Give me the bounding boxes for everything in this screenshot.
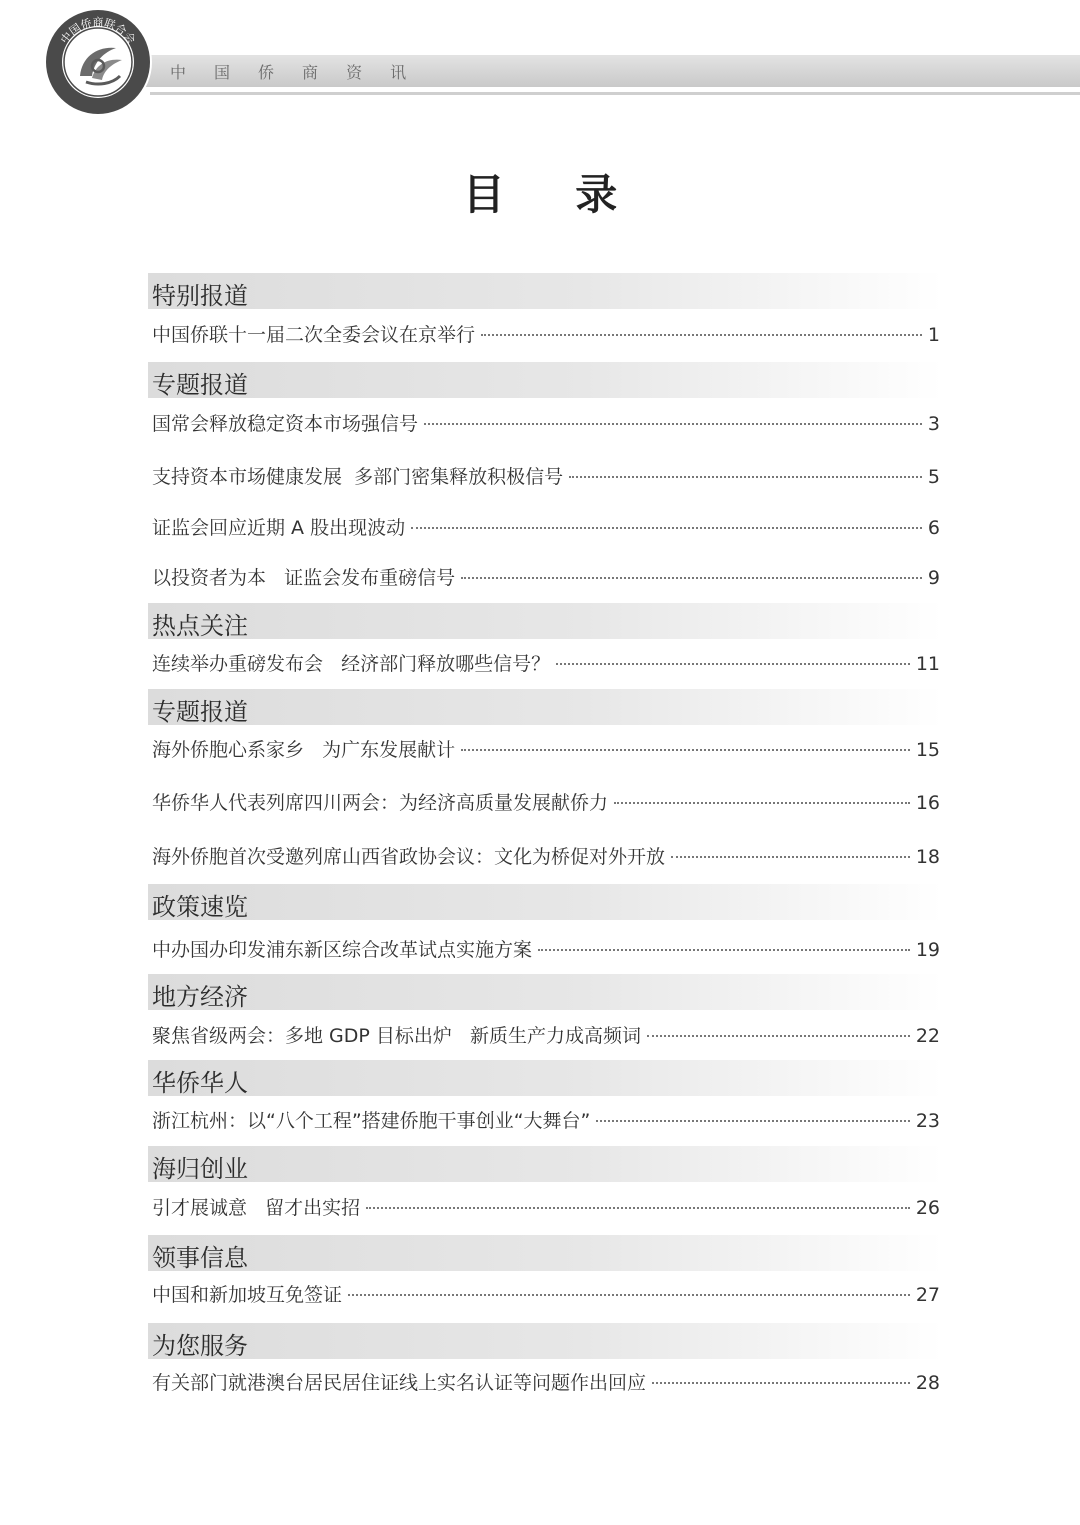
section-label: 专题报道: [152, 698, 248, 726]
toc-page-number: 18: [915, 846, 940, 868]
toc-entry[interactable]: [152, 1021, 940, 1051]
dot-leader: [424, 423, 922, 425]
dot-leader: [652, 1382, 910, 1384]
section-label: 领事信息: [152, 1244, 248, 1272]
section-header: [148, 1235, 943, 1271]
toc-page-number: 22: [915, 1025, 940, 1047]
toc-page-number: 19: [915, 939, 940, 961]
toc-entry-title: 浙江杭州：以“八个工程”搭建侨胞干事创业“大舞台”: [152, 1110, 591, 1132]
section-header: [148, 362, 943, 398]
toc-entry-title: 证监会回应近期 A 股出现波动: [152, 517, 406, 539]
toc-entry-title: 国常会释放稳定资本市场强信号: [152, 413, 419, 435]
section-label: 华侨华人: [152, 1069, 248, 1097]
section-header: [148, 974, 943, 1010]
section-label: 为您服务: [152, 1332, 248, 1360]
section-label: 热点关注: [152, 612, 248, 640]
toc-page-number: 3: [927, 413, 940, 435]
dot-leader: [461, 749, 910, 751]
toc-entry[interactable]: [152, 563, 940, 593]
toc-page-number: 6: [927, 517, 940, 539]
toc-page-number: 26: [915, 1197, 940, 1219]
dot-leader: [596, 1120, 909, 1122]
header-title-char: 中: [170, 63, 187, 82]
toc-entry-title: 中国侨联十一届二次全委会议在京举行: [152, 324, 476, 346]
section-header: [148, 603, 943, 639]
toc-page-number: 28: [915, 1372, 940, 1394]
toc-entry[interactable]: [152, 513, 940, 543]
toc-page-number: 23: [915, 1110, 940, 1132]
toc-entry-title: 连续举办重磅发布会 经济部门释放哪些信号？: [152, 653, 551, 675]
toc-page-number: 1: [927, 324, 940, 346]
toc-entry-title: 海外侨胞首次受邀列席山西省政协会议：文化为桥促对外开放: [152, 846, 666, 868]
section-label: 地方经济: [152, 983, 248, 1011]
toc-entry[interactable]: [152, 735, 940, 765]
dot-leader: [556, 663, 910, 665]
section-header: [148, 1323, 943, 1359]
toc-entry-title: 海外侨胞心系家乡 为广东发展献计: [152, 739, 456, 761]
toc-entry[interactable]: [152, 935, 940, 965]
toc-entry[interactable]: [152, 1106, 940, 1136]
dot-leader: [411, 527, 922, 529]
section-header: [148, 273, 943, 309]
header-title-char: 讯: [390, 63, 407, 82]
logo-text: 中国侨商联合会: [58, 16, 138, 47]
toc-page-number: 11: [915, 653, 940, 675]
section-label: 政策速览: [152, 893, 248, 921]
toc-page-number: 27: [915, 1284, 940, 1306]
dot-leader: [481, 334, 922, 336]
toc-page-number: 5: [927, 466, 940, 488]
header-title-char: 资: [346, 63, 363, 82]
dot-leader: [366, 1207, 910, 1209]
toc-entry-title: 聚焦省级两会：多地 GDP 目标出炉 新质生产力成高频词: [152, 1025, 642, 1047]
section-header: [148, 689, 943, 725]
dot-leader: [614, 802, 910, 804]
toc-entry[interactable]: [152, 320, 940, 350]
dot-leader: [647, 1035, 910, 1037]
dot-leader: [348, 1294, 910, 1296]
dot-leader: [569, 476, 922, 478]
dot-leader: [671, 856, 910, 858]
toc-page-number: 15: [915, 739, 940, 761]
section-header: [148, 1146, 943, 1182]
toc-entry[interactable]: [152, 1280, 940, 1310]
toc-page-number: 9: [927, 567, 940, 589]
toc-entry-title: 中国和新加坡互免签证: [152, 1284, 343, 1306]
header-title-char: 侨: [258, 63, 275, 82]
section-label: 海归创业: [152, 1155, 248, 1183]
toc-entry[interactable]: [152, 1193, 940, 1223]
section-label: 特别报道: [152, 282, 248, 310]
section-header: [148, 884, 943, 920]
toc-entry[interactable]: [152, 842, 940, 872]
dot-leader: [538, 949, 910, 951]
toc-entry-title: 华侨华人代表列席四川两会：为经济高质量发展献侨力: [152, 792, 609, 814]
toc-entry[interactable]: [152, 649, 940, 679]
toc-entry-title: 以投资者为本 证监会发布重磅信号: [152, 567, 456, 589]
toc-page-number: 16: [915, 792, 940, 814]
toc-entry[interactable]: [152, 788, 940, 818]
toc-entry-title: 中办国办印发浦东新区综合改革试点实施方案: [152, 939, 533, 961]
page-title: 目 录: [462, 170, 646, 219]
dot-leader: [461, 577, 922, 579]
toc-entry[interactable]: [152, 1368, 940, 1398]
header-title-char: 国: [214, 63, 231, 82]
toc-entry-title: 支持资本市场健康发展 多部门密集释放积极信号: [152, 466, 564, 488]
section-label: 专题报道: [152, 371, 248, 399]
section-header: [148, 1060, 943, 1096]
header-title-char: 商: [302, 63, 319, 82]
toc-entry[interactable]: [152, 462, 940, 492]
toc-entry-title: 引才展诚意 留才出实招: [152, 1197, 361, 1219]
toc-entry[interactable]: [152, 409, 940, 439]
toc-entry-title: 有关部门就港澳台居民居住证线上实名认证等问题作出回应: [152, 1372, 647, 1394]
